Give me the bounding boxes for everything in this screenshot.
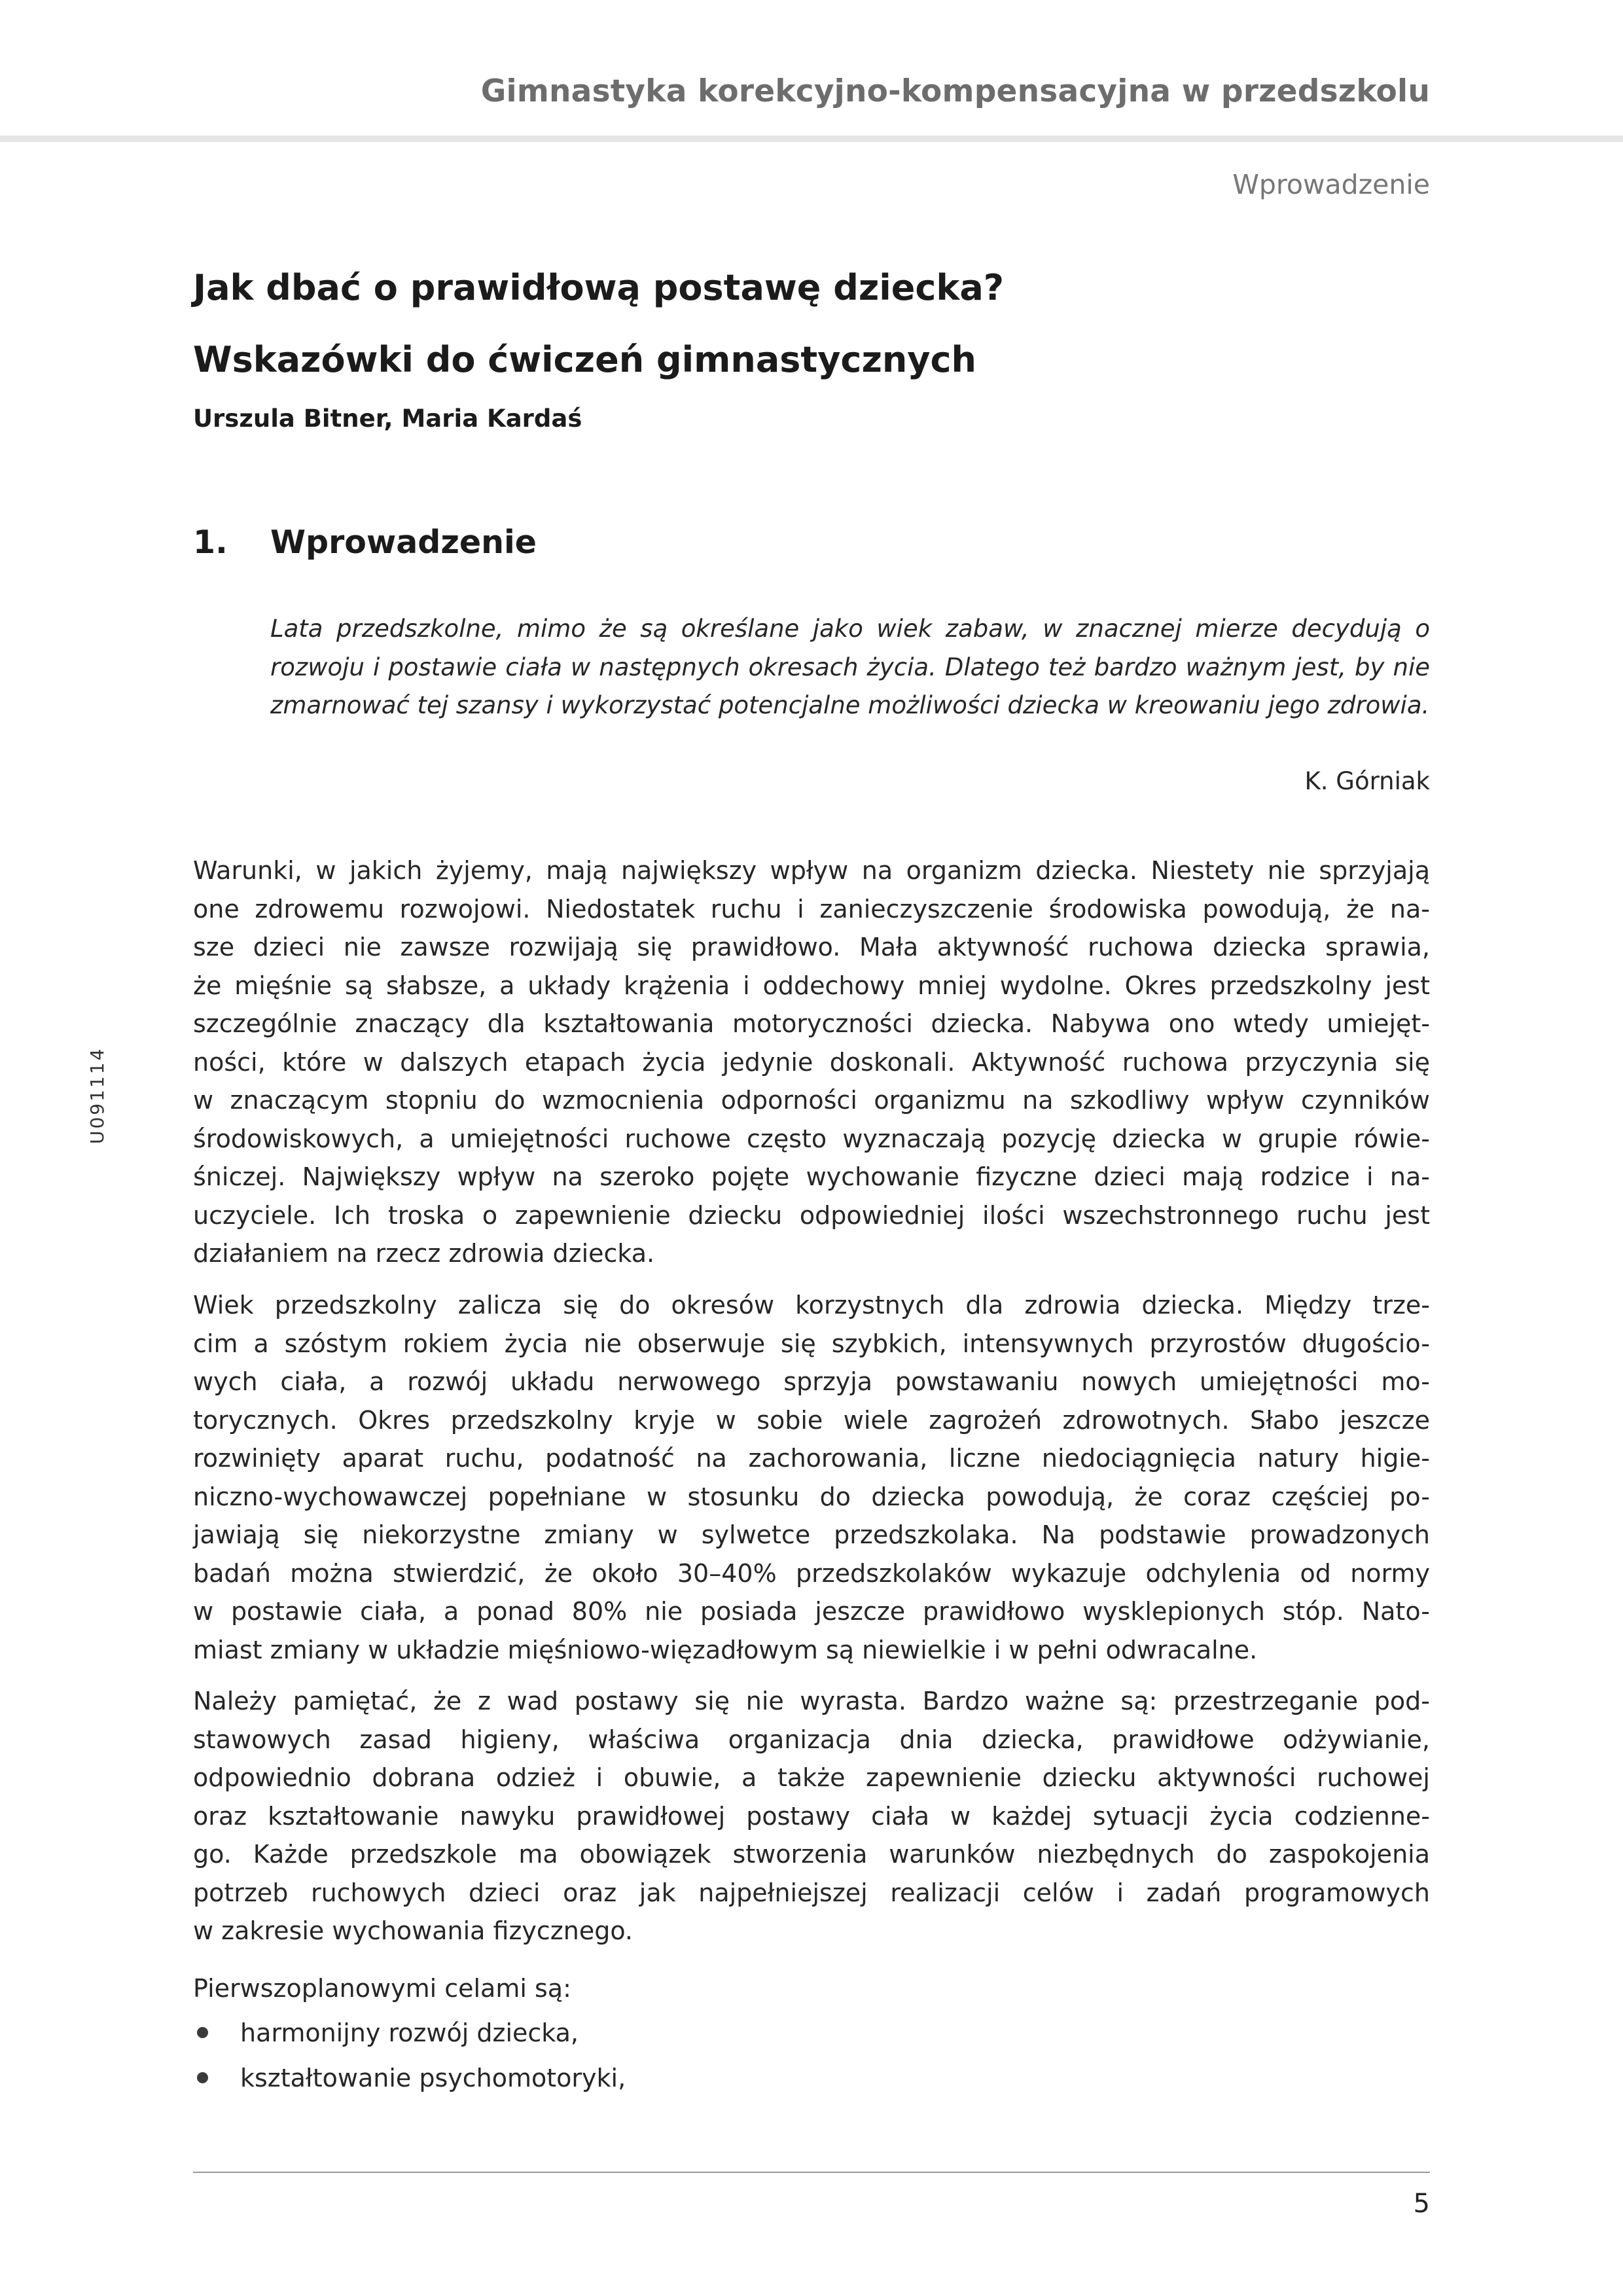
text-line: miast zmiany w układzie mięśniowo-więzadłowym są niewielkie i w pełni odwracalne. — [193, 1635, 1258, 1664]
text-line: śniczej. Największy wpływ na szeroko pojęte wychowanie fizyczne dzieci mają rodzice i na- — [193, 1162, 1430, 1191]
text-line: w postawie ciała, a ponad 80% nie posiada jeszcze prawidłowo wysklepionych stóp. Nato- — [193, 1597, 1430, 1626]
text-line: odpowiednio dobrana odzież i obuwie, a także zapewnienie dziecku aktywności ruchowej — [193, 1763, 1430, 1792]
chapter-title: Wprowadzenie — [270, 524, 537, 561]
article-title-line: Jak dbać o prawidłową postawę dziecka? — [193, 267, 1005, 308]
text-line: w znaczącym stopniu do wzmocnienia odporności organizmu na szkodliwy wpływ czynników — [193, 1086, 1430, 1115]
body-paragraph — [193, 1969, 1430, 2008]
text-line: szczególnie znaczący dla kształtowania motoryczności dziecka. Nabywa ono wtedy umiejęt- — [193, 1009, 1430, 1038]
text-line: potrzeb ruchowych dzieci oraz jak najpełniejszej realizacji celów i zadań programowych — [193, 1878, 1430, 1907]
text-line: Warunki, w jakich żyjemy, mają największy wpływ na organizm dziecka. Niestety nie sprzyjają — [193, 856, 1430, 885]
article-authors: Urszula Bitner, Maria Kardaś — [193, 404, 582, 433]
text-line: go. Każde przedszkole ma obowiązek stworzenia warunków niezbędnych do zaspokojenia — [193, 1840, 1430, 1869]
text-line: uczyciele. Ich troska o zapewnienie dziecku odpowiedniej ilości wszechstronnego ruchu jest — [193, 1200, 1430, 1230]
chapter-number: 1. — [193, 524, 228, 561]
goals-list — [193, 2011, 626, 2101]
text-line: Pierwszoplanowymi celami są: — [193, 1974, 571, 2003]
epigraph-quote: Lata przedszkolne, mimo że są określane jako wiek zabaw, w znacznej mierze decydują o rozwoju i postawie ciała w następnych okresach życia. Dlatego też bardzo ważnym jest, by nie zmarnować tej szansy i wykorzystać potencjalne możliwości dziecka w kreowaniu jego zdrowia. — [270, 615, 1430, 719]
text-line: Należy pamiętać, że z wad postawy się nie wyrasta. Bardzo ważne są: przestrzeganie pod- — [193, 1687, 1430, 1715]
running-section-label: Wprowadzenie — [1232, 169, 1430, 200]
page-number: 5 — [1413, 2189, 1430, 2219]
article-title — [193, 252, 1430, 396]
running-header-title: Gimnastyka korekcyjno-kompensacyjna w przedszkolu — [480, 73, 1430, 109]
article-title-line: Wskazówki do ćwiczeń gimnastycznych — [193, 339, 976, 380]
text-line: że mięśnie są słabsze, a układy krążenia i oddechowy mniej wydolne. Okres przedszkolny jest — [193, 971, 1430, 1000]
text-line: rozwinięty aparat ruchu, podatność na zachorowania, liczne niedociągnięcia natury higie- — [193, 1444, 1430, 1473]
text-line: niczno-wychowawczej popełniane w stosunku do dziecka powodują, że coraz częściej po- — [193, 1482, 1430, 1511]
epigraph-author: K. Górniak — [1304, 767, 1430, 795]
list-item-text: kształtowanie psychomotoryki, — [240, 2064, 626, 2092]
list-item-text: harmonijny rozwój dziecka, — [240, 2018, 579, 2047]
body-paragraph — [193, 852, 1430, 1273]
text-line: cim a szóstym rokiem życia nie obserwuje się szybkich, intensywnych przyrostów długościo- — [193, 1329, 1430, 1358]
text-line: działaniem na rzecz zdrowia dziecka. — [193, 1239, 655, 1268]
chapter-heading — [193, 524, 537, 561]
list-item — [193, 2011, 626, 2056]
body-paragraph — [193, 1286, 1430, 1669]
text-line: oraz kształtowanie nawyku prawidłowej postawy ciała w każdej sytuacji życia codzienne- — [193, 1801, 1430, 1831]
text-line: Wiek przedszkolny zalicza się do okresów korzystnych dla zdrowia dziecka. Między trze- — [193, 1291, 1430, 1319]
text-line: środowiskowych, a umiejętności ruchowe często wyznaczają pozycję dziecka w grupie rówie- — [193, 1124, 1430, 1153]
list-item — [193, 2056, 626, 2101]
bullet-icon — [197, 2027, 208, 2038]
bullet-icon — [197, 2072, 208, 2083]
text-line: ności, które w dalszych etapach życia jedynie doskonali. Aktywność ruchowa przyczynia się — [193, 1047, 1430, 1077]
text-line: jawiają się niekorzystne zmiany w sylwetce przedszkolaka. Na podstawie prowadzonych — [193, 1520, 1430, 1549]
header-divider — [0, 135, 1623, 142]
body-paragraph — [193, 1682, 1430, 1950]
text-line: sze dzieci nie zawsze rozwijają się prawidłowo. Mała aktywność ruchowa dziecka sprawia, — [193, 933, 1430, 961]
footer-divider — [193, 2172, 1430, 2173]
text-line: stawowych zasad higieny, właściwa organizacja dnia dziecka, prawidłowe odżywianie, — [193, 1725, 1430, 1754]
text-line: one zdrowemu rozwojowi. Niedostatek ruchu i zanieczyszczenie środowiska powodują, że na- — [193, 894, 1430, 924]
text-line: w zakresie wychowania fizycznego. — [193, 1916, 633, 1945]
text-line: torycznych. Okres przedszkolny kryje w sobie wiele zagrożeń zdrowotnych. Słabo jeszcze — [193, 1405, 1430, 1435]
document-code: U091114 — [86, 1047, 108, 1144]
text-line: badań można stwierdzić, że około 30–40% przedszkolaków wykazuje odchylenia od normy — [193, 1558, 1430, 1588]
text-line: wych ciała, a rozwój układu nerwowego sprzyja powstawaniu nowych umiejętności mo- — [193, 1367, 1430, 1396]
